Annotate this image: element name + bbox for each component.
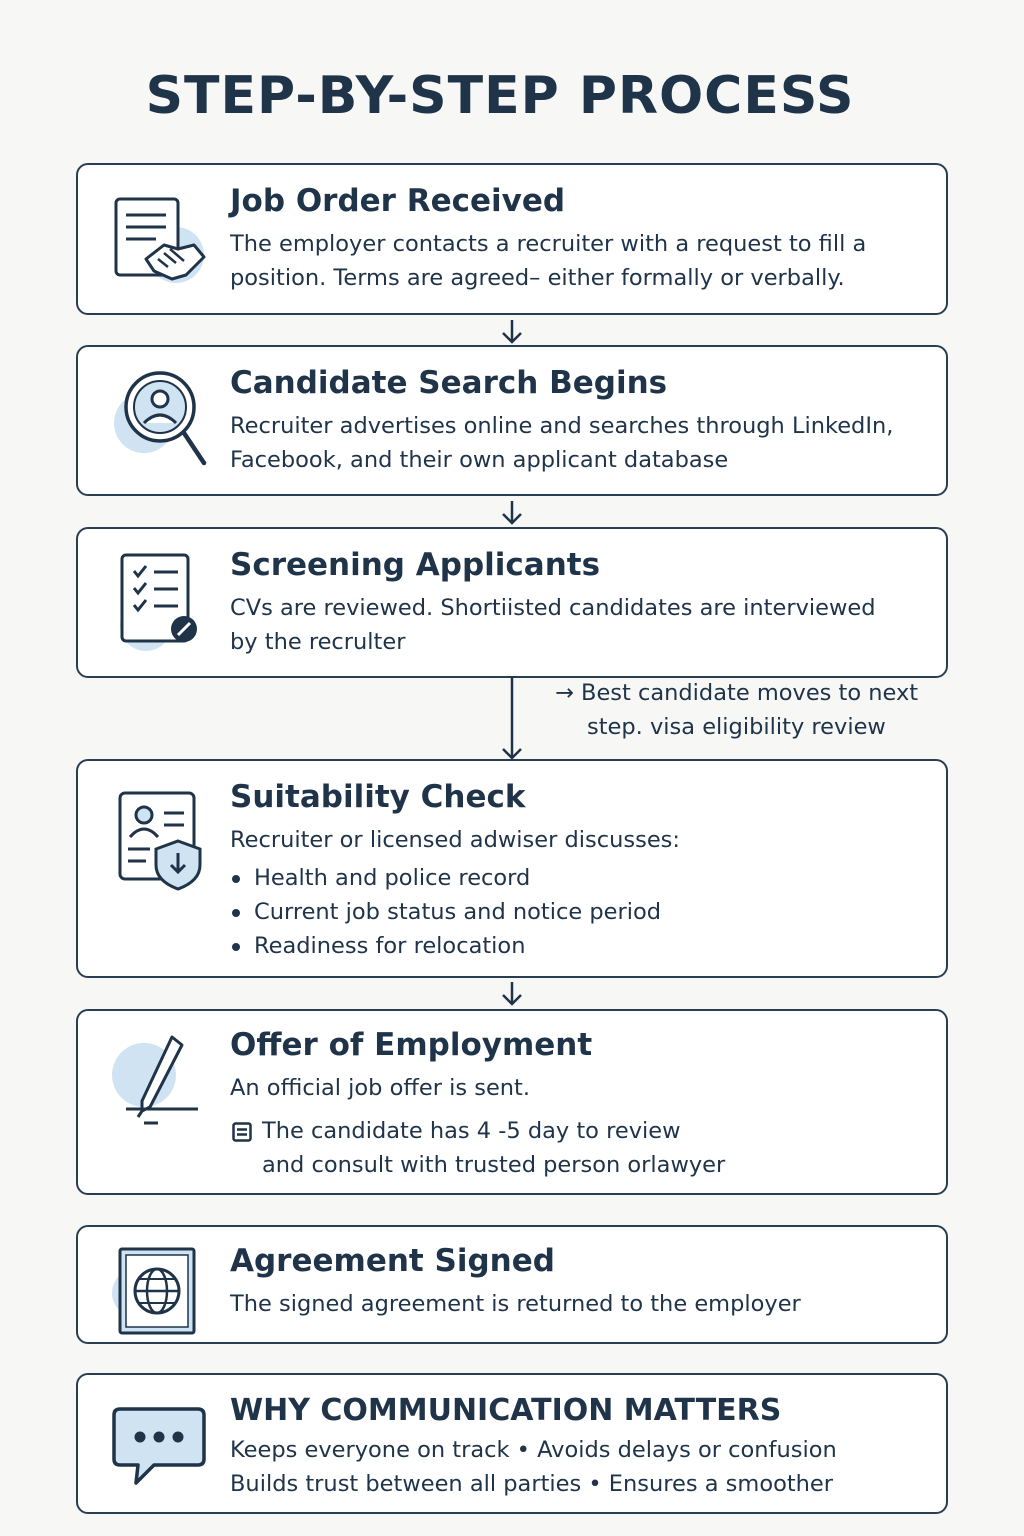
pen-signature-icon	[106, 1029, 216, 1139]
down-arrow	[498, 676, 526, 762]
globe-document-icon	[106, 1233, 216, 1343]
list-item: Health and police record	[230, 861, 916, 895]
document-handshake-icon	[106, 187, 216, 297]
chat-bubble-icon	[106, 1393, 216, 1503]
side-note-line: → Best candidate moves to next	[555, 680, 919, 706]
step-heading: Job Order Received	[230, 183, 566, 219]
step-heading: Candidate Search Begins	[230, 365, 668, 401]
step-card-job-order	[76, 163, 948, 315]
down-arrow	[498, 318, 526, 346]
profile-shield-icon	[106, 785, 216, 895]
magnifier-person-icon	[106, 365, 216, 475]
step-heading: Screening Applicants	[230, 547, 601, 583]
step-card-offer	[76, 1009, 948, 1195]
offer-note-line2: and consult with trusted person orlawyer	[262, 1152, 726, 1178]
down-arrow	[498, 499, 526, 527]
offer-note-line1	[230, 1114, 916, 1148]
list-item: Current job status and notice period	[230, 895, 916, 929]
step-heading: Agreement Signed	[230, 1243, 555, 1279]
step-description: Recruiter advertises online and searches through LinkedIn, Facebook, and their own applicant database	[230, 413, 894, 473]
step-card-screening	[76, 527, 948, 678]
why-line: Builds trust between all parties • Ensures a smoother	[230, 1471, 834, 1497]
step-description: The signed agreement is returned to the employer	[230, 1291, 801, 1317]
why-communication-card	[76, 1373, 948, 1514]
offer-note	[230, 1114, 916, 1182]
list-item: Readiness for relocation	[230, 929, 916, 963]
step-intro: Recruiter or licensed adwiser discusses:	[230, 827, 680, 853]
why-text	[230, 1433, 926, 1501]
offer-note-text: The candidate has 4 -5 day to review	[262, 1118, 681, 1144]
note-icon	[232, 1122, 252, 1142]
step-card-suitability	[76, 759, 948, 978]
step-card-candidate-search	[76, 345, 948, 496]
side-note-line: step. visa eligibility review	[587, 714, 886, 740]
why-line: Keeps everyone on track • Avoids delays or confusion	[230, 1437, 837, 1463]
side-note	[555, 676, 945, 744]
page-title: STEP-BY-STEP PROCESS	[145, 66, 855, 126]
step-heading: Offer of Employment	[230, 1027, 593, 1063]
step-heading: Suitability Check	[230, 779, 526, 815]
step-card-agreement	[76, 1225, 948, 1344]
step-description: An official job offer is sent.	[230, 1075, 531, 1101]
bullet-list	[230, 861, 916, 963]
step-description: The employer contacts a recruiter with a request to fill a position. Terms are agreed– either formally or verbally.	[230, 231, 867, 291]
checklist-icon	[106, 547, 216, 657]
down-arrow	[498, 980, 526, 1008]
why-heading: WHY COMMUNICATION MATTERS	[230, 1393, 782, 1428]
step-description: CVs are reviewed. Shortiisted candidates are interviewed by the recrulter	[230, 595, 876, 655]
